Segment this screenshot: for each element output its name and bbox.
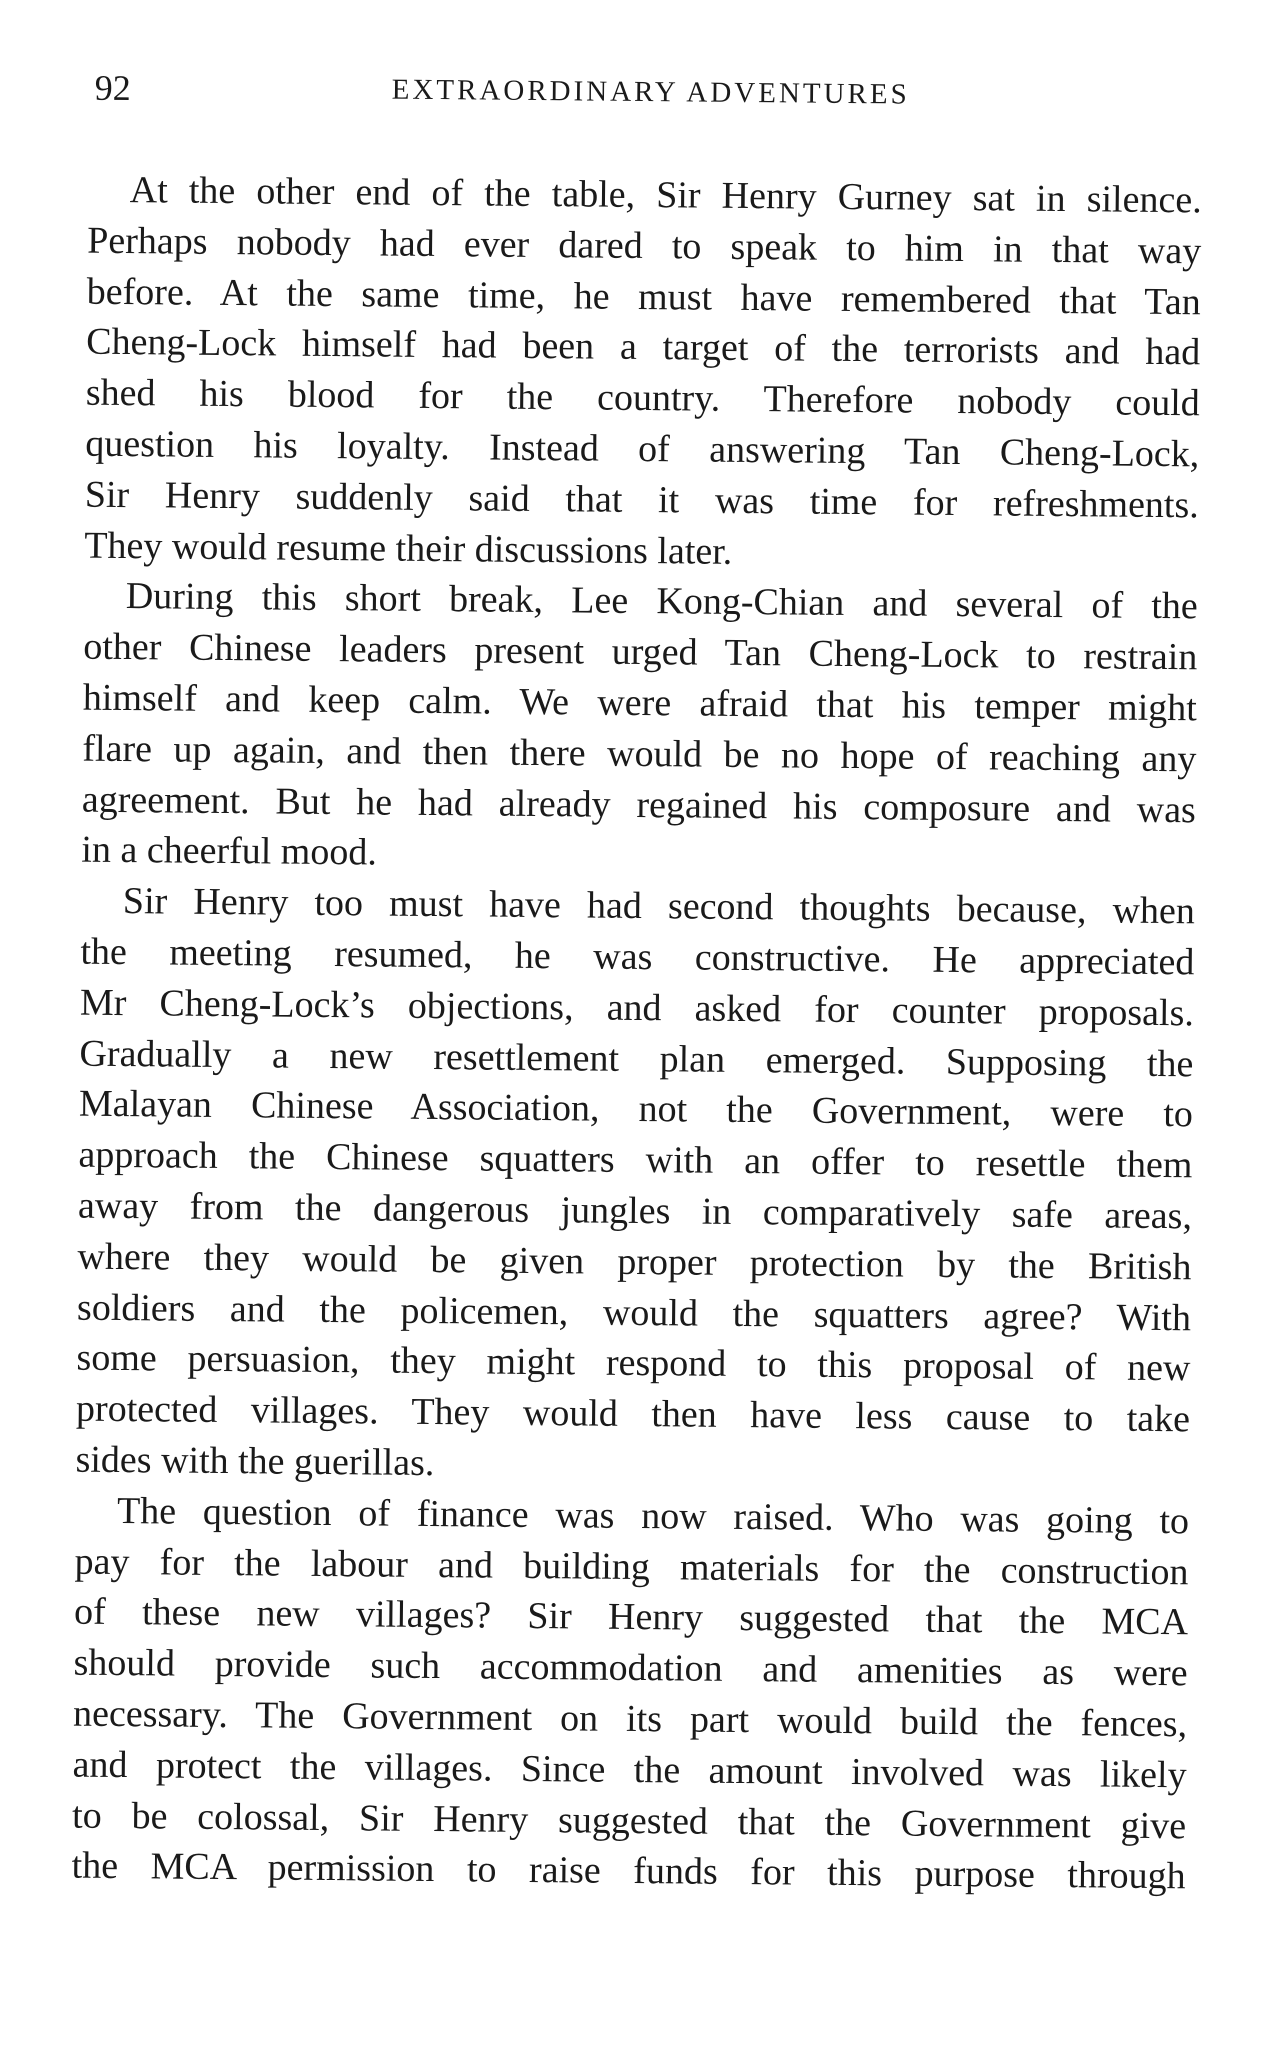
text-line: Mr Cheng-Lock’s objections, and asked for counter proposals.: [79, 981, 1195, 1035]
text-line: in a cheerful mood.: [81, 828, 378, 874]
text-line: sides with the guerillas.: [75, 1438, 435, 1484]
text-line: himself and keep calm. We were afraid that his temper might: [82, 676, 1198, 730]
text-line: approach the Chinese squatters with an offer to resettle them: [78, 1133, 1193, 1187]
paragraph: [81, 571, 1198, 886]
paragraph: [75, 876, 1195, 1496]
text-line: necessary. The Government on its part would build the fences,: [72, 1692, 1188, 1746]
text-line: agreement. But he had already regained his composure and was: [81, 778, 1197, 831]
text-line: away from the dangerous jungles in comparatively safe areas,: [77, 1184, 1193, 1238]
text-line: the MCA permission to raise funds for this purpose through: [71, 1844, 1186, 1898]
text-line: pay for the labour and building materials for the construction: [74, 1540, 1189, 1593]
text-line: They would resume their discussions later.: [84, 524, 733, 573]
text-line: shed his blood for the country. Therefore nobody could: [85, 371, 1200, 425]
text-line: before. At the same time, he must have remembered that Tan: [86, 270, 1201, 323]
text-line: protected villages. They would then have less cause to take: [75, 1387, 1191, 1441]
text-line: of these new villages? Sir Henry suggested that the MCA: [73, 1590, 1189, 1644]
text-line: other Chinese leaders present urged Tan Cheng-Lock to restrain: [83, 625, 1198, 679]
running-header: EXTRAORDINARY ADVENTURES: [391, 73, 910, 111]
text-line: should provide such accommodation and amenities as were: [73, 1641, 1188, 1695]
body-text: [71, 165, 1202, 1903]
paragraph: [84, 165, 1202, 582]
text-line: Cheng-Lock himself had been a target of the terrorists and had: [86, 321, 1201, 374]
text-line: where they would be given proper protection by the British: [77, 1235, 1192, 1289]
text-line: flare up again, and then there would be no hope of reaching any: [82, 727, 1197, 781]
text-line: soldiers and the policemen, would the squatters agree? With: [76, 1286, 1192, 1339]
text-line: Sir Henry too must have had second thoughts because, when: [122, 880, 1196, 933]
text-line: question his loyalty. Instead of answering Tan Cheng-Lock,: [85, 422, 1200, 476]
text-line: The question of finance was now raised. Who was going to: [116, 1489, 1190, 1543]
text-line: Malayan Chinese Association, not the Government, were to: [78, 1082, 1194, 1136]
paragraph: [71, 1485, 1189, 1902]
text-line: and protect the villages. Since the amount involved was likely: [72, 1743, 1187, 1796]
text-line: During this short break, Lee Kong-Chian and several of the: [125, 575, 1199, 628]
page-number: 92: [94, 67, 131, 109]
text-line: Sir Henry suddenly said that it was time for refreshments.: [84, 473, 1199, 527]
text-line: At the other end of the table, Sir Henry Gurney sat in silence.: [129, 169, 1202, 222]
text-line: the meeting resumed, he was constructive. He appreciated: [80, 930, 1195, 984]
text-line: Gradually a new resettlement plan emerged. Supposing the: [79, 1032, 1194, 1085]
text-line: to be colossal, Sir Henry suggested that the Government give: [71, 1794, 1187, 1847]
text-line: Perhaps nobody had ever dared to speak to him in that way: [87, 219, 1202, 273]
text-line: some persuasion, they might respond to this proposal of new: [76, 1336, 1191, 1390]
